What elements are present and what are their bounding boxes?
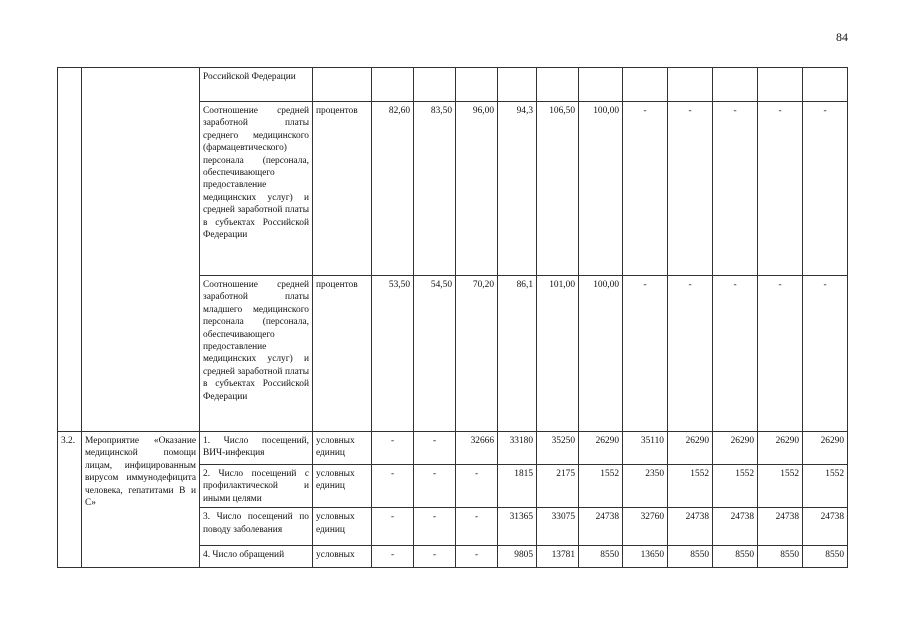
value-cell: - bbox=[372, 465, 414, 508]
value-cell bbox=[579, 68, 623, 102]
indicator-cell: Соотношение средней заработной платы среднего медицинского (фармацевтического) персонала (персонала, обеспечивающего предоставление медицинских услуг) и средней заработной платы в субъектах Российской Федерации bbox=[200, 102, 313, 276]
value-cell: 26290 bbox=[668, 432, 713, 465]
item-number-cell: 3.2. bbox=[58, 432, 82, 568]
value-cell: 8550 bbox=[668, 546, 713, 568]
page-number: 84 bbox=[836, 30, 848, 44]
value-cell: - bbox=[668, 276, 713, 432]
value-cell: 31365 bbox=[498, 508, 537, 546]
value-cell: 100,00 bbox=[579, 102, 623, 276]
table-row bbox=[58, 68, 848, 102]
value-cell: 1552 bbox=[668, 465, 713, 508]
value-cell: 106,50 bbox=[537, 102, 579, 276]
value-cell bbox=[713, 68, 758, 102]
value-cell: - bbox=[414, 432, 456, 465]
value-cell: - bbox=[758, 276, 803, 432]
unit-cell: условных единиц bbox=[313, 465, 372, 508]
value-cell: - bbox=[414, 465, 456, 508]
value-cell: 32760 bbox=[623, 508, 668, 546]
value-cell: - bbox=[372, 508, 414, 546]
program-indicators-table bbox=[57, 67, 848, 568]
value-cell: 35110 bbox=[623, 432, 668, 465]
value-cell: 2175 bbox=[537, 465, 579, 508]
value-cell: 83,50 bbox=[414, 102, 456, 276]
indicator-cell: 3. Число посещений по поводу заболевания bbox=[200, 508, 313, 546]
value-cell: 96,00 bbox=[456, 102, 498, 276]
value-cell bbox=[456, 68, 498, 102]
value-cell: - bbox=[668, 102, 713, 276]
value-cell: 26290 bbox=[758, 432, 803, 465]
value-cell: - bbox=[414, 508, 456, 546]
value-cell: 53,50 bbox=[372, 276, 414, 432]
value-cell: - bbox=[456, 508, 498, 546]
value-cell: 33075 bbox=[537, 508, 579, 546]
value-cell: - bbox=[623, 102, 668, 276]
value-cell: 2350 bbox=[623, 465, 668, 508]
value-cell: 86,1 bbox=[498, 276, 537, 432]
value-cell: 13650 bbox=[623, 546, 668, 568]
unit-cell: условных bbox=[313, 546, 372, 568]
value-cell: 33180 bbox=[498, 432, 537, 465]
value-cell: - bbox=[456, 546, 498, 568]
value-cell: 100,00 bbox=[579, 276, 623, 432]
value-cell: 101,00 bbox=[537, 276, 579, 432]
unit-cell: условных единиц bbox=[313, 508, 372, 546]
value-cell: 26290 bbox=[713, 432, 758, 465]
table-row bbox=[58, 432, 848, 465]
value-cell: 26290 bbox=[803, 432, 848, 465]
value-cell: 8550 bbox=[713, 546, 758, 568]
value-cell: 1552 bbox=[803, 465, 848, 508]
indicator-cell: Соотношение средней заработной платы младшего медицинского персонала (персонала, обеспечивающего предоставление медицинских услуг) и средней заработной платы в субъектах Российской Федерации bbox=[200, 276, 313, 432]
item-number-cell bbox=[58, 68, 82, 432]
value-cell: 94,3 bbox=[498, 102, 537, 276]
value-cell: - bbox=[803, 102, 848, 276]
value-cell: - bbox=[456, 465, 498, 508]
value-cell bbox=[803, 68, 848, 102]
item-title-cell: Мероприятие «Оказание медицинской помощи лицам, инфицированным вирусом иммунодефицита человека, гепатитами В и С» bbox=[82, 432, 200, 568]
value-cell: 8550 bbox=[803, 546, 848, 568]
unit-cell: условных единиц bbox=[313, 432, 372, 465]
value-cell bbox=[537, 68, 579, 102]
value-cell: 24738 bbox=[758, 508, 803, 546]
value-cell: 35250 bbox=[537, 432, 579, 465]
value-cell: 9805 bbox=[498, 546, 537, 568]
value-cell: - bbox=[623, 276, 668, 432]
unit-cell bbox=[313, 68, 372, 102]
value-cell: - bbox=[713, 102, 758, 276]
unit-cell: процентов bbox=[313, 102, 372, 276]
value-cell: 24738 bbox=[668, 508, 713, 546]
indicator-cell: Российской Федерации bbox=[200, 68, 313, 102]
value-cell: - bbox=[758, 102, 803, 276]
value-cell: 82,60 bbox=[372, 102, 414, 276]
value-cell: 70,20 bbox=[456, 276, 498, 432]
value-cell: 8550 bbox=[579, 546, 623, 568]
value-cell: 24738 bbox=[713, 508, 758, 546]
value-cell bbox=[668, 68, 713, 102]
value-cell: 26290 bbox=[579, 432, 623, 465]
value-cell: 8550 bbox=[758, 546, 803, 568]
unit-cell: процентов bbox=[313, 276, 372, 432]
value-cell: 13781 bbox=[537, 546, 579, 568]
value-cell bbox=[414, 68, 456, 102]
value-cell: 1552 bbox=[758, 465, 803, 508]
value-cell: - bbox=[713, 276, 758, 432]
value-cell: - bbox=[414, 546, 456, 568]
value-cell bbox=[623, 68, 668, 102]
value-cell: 1552 bbox=[579, 465, 623, 508]
value-cell: 32666 bbox=[456, 432, 498, 465]
value-cell: - bbox=[372, 546, 414, 568]
value-cell: 1815 bbox=[498, 465, 537, 508]
value-cell: - bbox=[803, 276, 848, 432]
value-cell: 54,50 bbox=[414, 276, 456, 432]
indicator-cell: 4. Число обращений bbox=[200, 546, 313, 568]
value-cell: - bbox=[372, 432, 414, 465]
item-title-cell bbox=[82, 68, 200, 432]
value-cell: 24738 bbox=[579, 508, 623, 546]
value-cell bbox=[498, 68, 537, 102]
indicator-cell: 1. Число посещений, ВИЧ-инфекция bbox=[200, 432, 313, 465]
value-cell bbox=[372, 68, 414, 102]
value-cell: 24738 bbox=[803, 508, 848, 546]
value-cell: 1552 bbox=[713, 465, 758, 508]
indicator-cell: 2. Число посещений с профилактической и иными целями bbox=[200, 465, 313, 508]
value-cell bbox=[758, 68, 803, 102]
